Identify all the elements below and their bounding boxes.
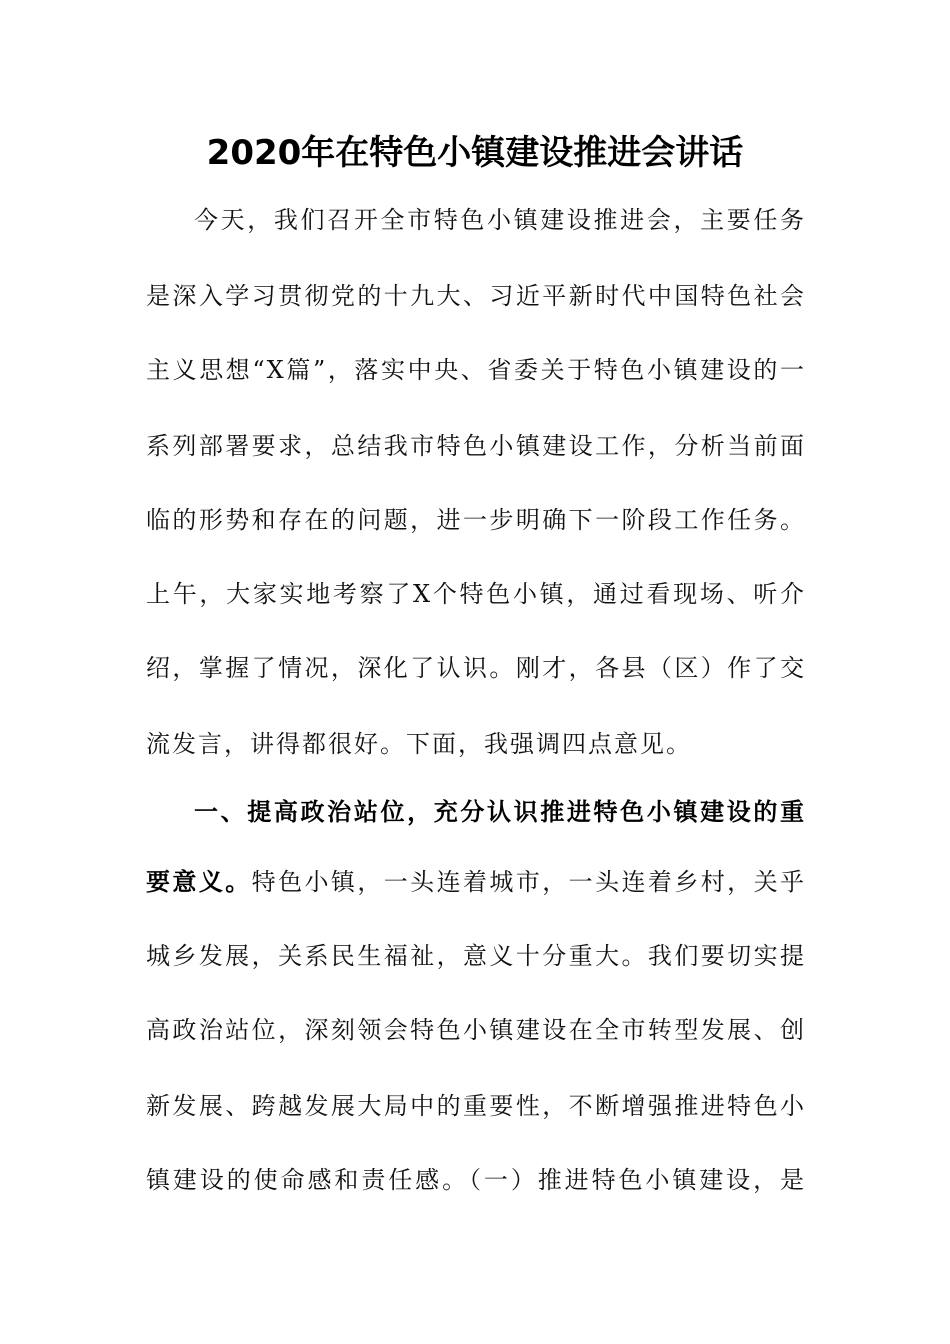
paragraph-line: 流发言，讲得都很好。下面，我强调四点意见。 [146, 730, 692, 758]
paragraph-line: 镇建设的使命感和责任感。（一）推进特色小镇建设，是 [146, 1166, 806, 1194]
paragraph-line: 绍，掌握了情况，深化了认识。刚才，各县（区）作了交 [146, 654, 806, 682]
document-title: 2020年在特色小镇建设推进会讲话 [206, 133, 744, 173]
paragraph-line: 上午，大家实地考察了X个特色小镇，通过看现场、听介 [146, 580, 806, 608]
paragraph-line: 新发展、跨越发展大局中的重要性，不断增强推进特色小 [146, 1092, 806, 1120]
section-heading-line: 一、提高政治站位，充分认识推进特色小镇建设的重 [194, 798, 806, 826]
paragraph-line: 系列部署要求，总结我市特色小镇建设工作，分析当前面 [146, 432, 806, 460]
mixed-paragraph-line [146, 862, 806, 902]
paragraph-line: 临的形势和存在的问题，进一步明确下一阶段工作任务。 [146, 506, 806, 534]
paragraph-line: 今天，我们召开全市特色小镇建设推进会，主要任务 [194, 206, 806, 234]
paragraph-line: 高政治站位，深刻领会特色小镇建设在全市转型发展、创 [146, 1016, 806, 1044]
paragraph-line: 是深入学习贯彻党的十九大、习近平新时代中国特色社会 [146, 282, 806, 310]
paragraph-line: 城乡发展，关系民生福祉，意义十分重大。我们要切实提 [146, 942, 806, 970]
section-heading-tail: 要意义。 [146, 868, 252, 896]
paragraph-line: 主义思想“X篇”，落实中央、省委关于特色小镇建设的一 [146, 356, 806, 384]
paragraph-text: 特色小镇，一头连着城市，一头连着乡村，关乎 [251, 868, 806, 896]
